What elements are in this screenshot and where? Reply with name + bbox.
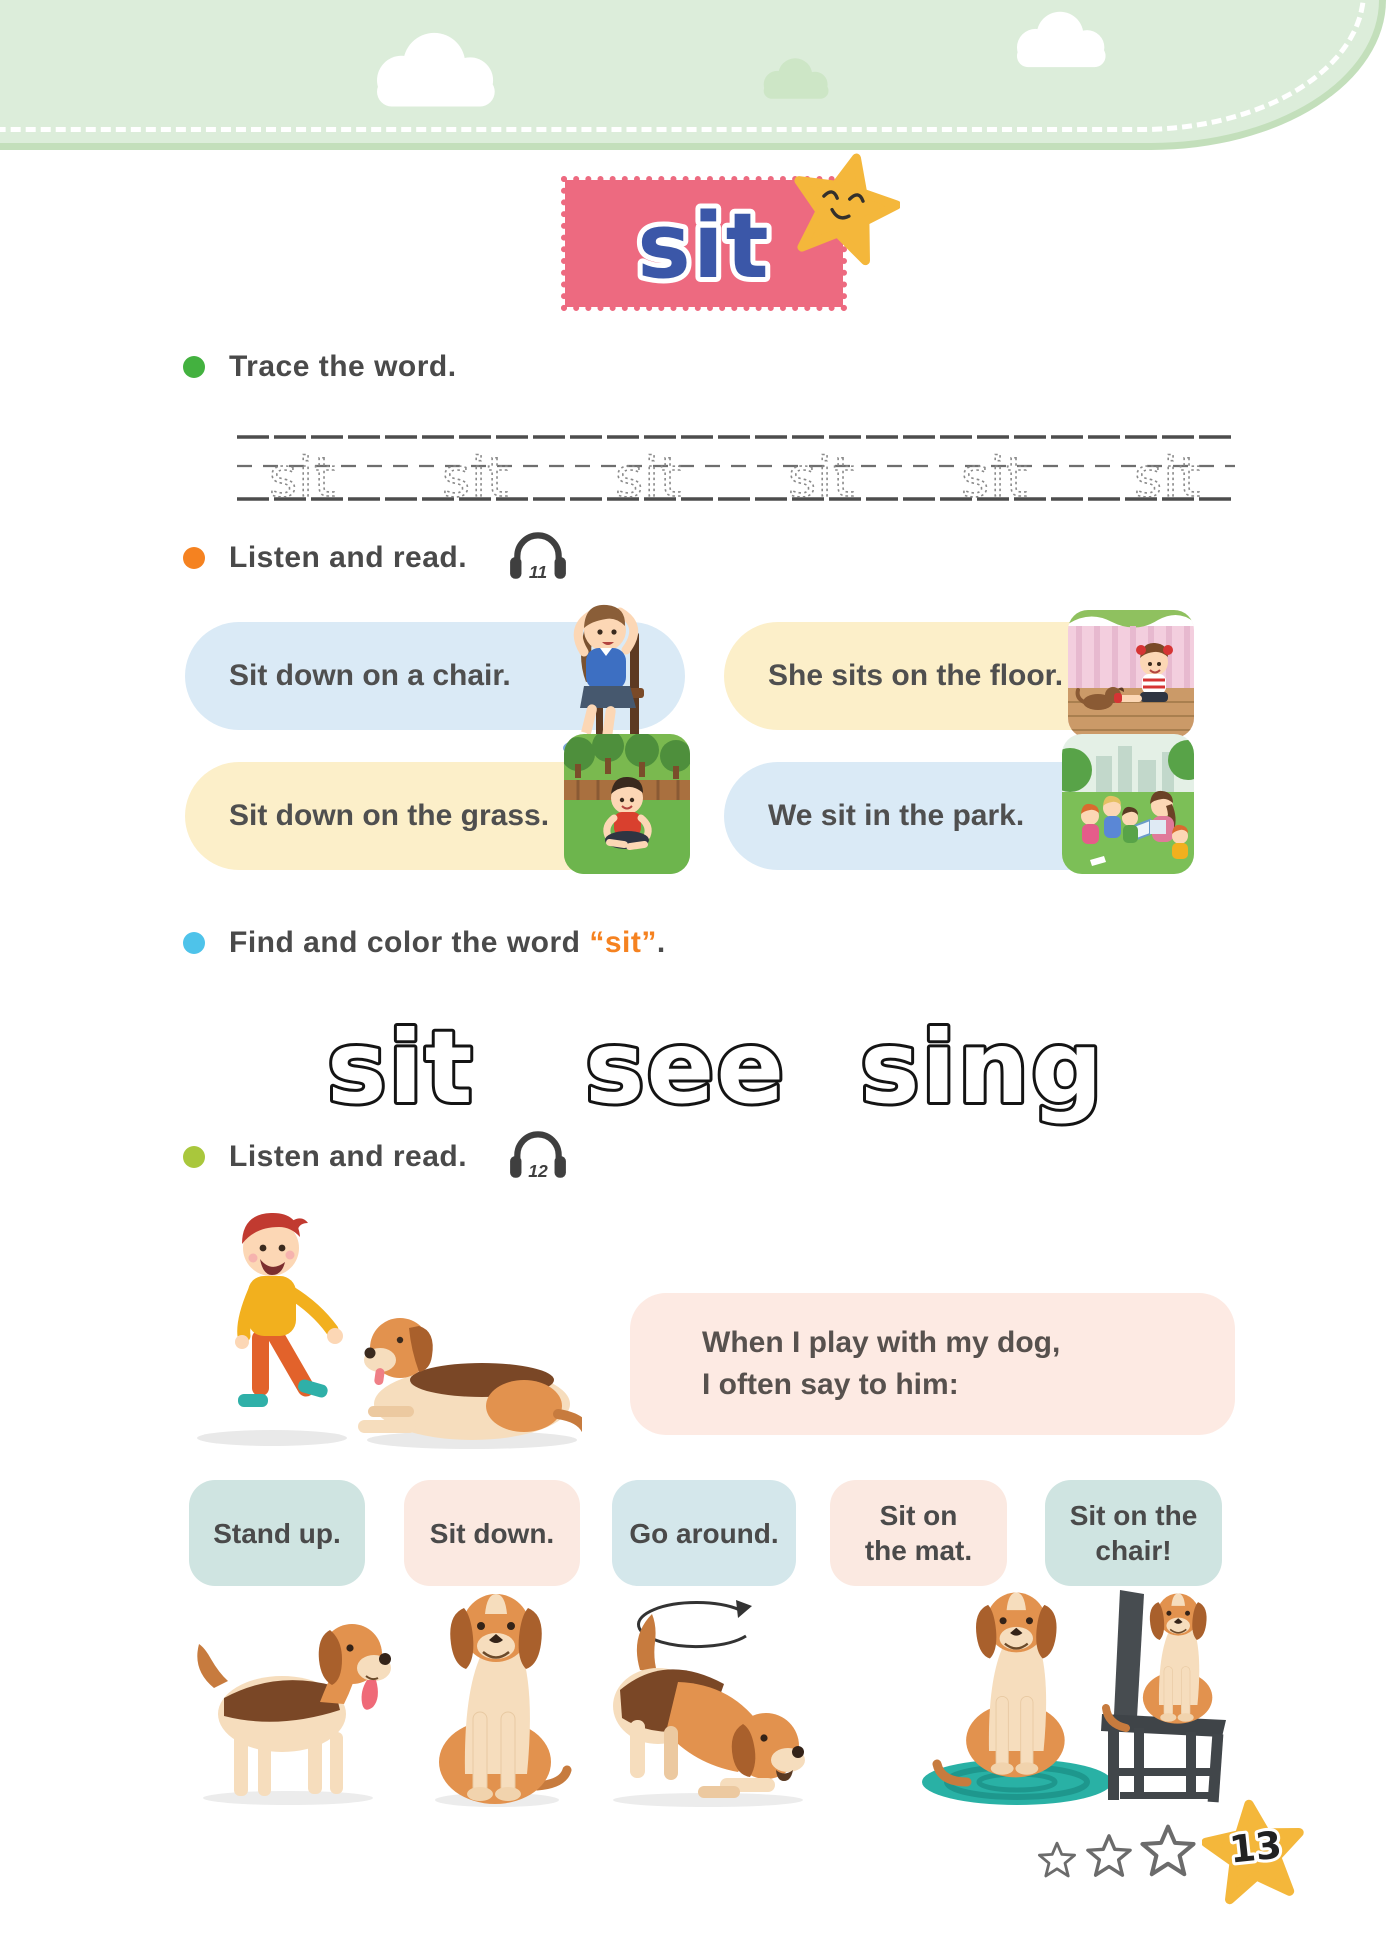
section-heading-trace	[183, 350, 457, 384]
command-text: Stand up.	[213, 1517, 341, 1549]
command-card	[189, 1480, 365, 1586]
star-outline-icon	[1037, 1840, 1077, 1880]
boy-on-grass-illustration	[564, 734, 690, 874]
bullet-icon	[183, 356, 205, 378]
kids-in-park-illustration	[1062, 734, 1194, 874]
outline-word: sing	[860, 1009, 1105, 1126]
section-heading-listen-2	[183, 1140, 569, 1181]
outline-word: sit	[327, 1009, 475, 1126]
progress-stars	[1030, 1795, 1320, 1915]
stitch-dashed-line	[0, 0, 1366, 132]
command-text: Sit on the mat.	[864, 1500, 973, 1566]
trace-word: sit	[1134, 446, 1202, 509]
section-heading-listen-1	[183, 541, 569, 582]
star-mascot-icon	[788, 150, 900, 266]
command-card	[404, 1480, 580, 1586]
trace-word: sit	[442, 446, 510, 509]
section-label: Trace the word.	[229, 350, 457, 383]
dog-standing-illustration	[180, 1592, 400, 1807]
section-label: Find and color the word “sit”.	[229, 926, 666, 959]
sentence-text: Sit down on the grass.	[229, 799, 550, 832]
sentence-text: She sits on the floor.	[768, 659, 1064, 692]
command-card	[830, 1480, 1007, 1586]
speech-line: I often say to him:	[702, 1368, 959, 1401]
handwriting-lines	[237, 429, 1235, 509]
trace-word: sit	[615, 446, 683, 509]
star-outline-icon	[1085, 1832, 1133, 1880]
headphones-icon	[507, 526, 569, 582]
boy-with-dog-illustration	[172, 1196, 582, 1454]
sentence-text: We sit in the park.	[768, 799, 1025, 832]
target-word: “sit”	[589, 926, 657, 959]
outline-words	[285, 986, 1145, 1131]
bullet-icon	[183, 547, 205, 569]
speech-line: When I play with my dog,	[702, 1326, 1061, 1359]
outline-word: see	[585, 1009, 787, 1126]
svg-text:sit: sit	[637, 194, 771, 299]
speech-bubble	[630, 1293, 1235, 1435]
track-number: 12	[528, 1160, 548, 1181]
bullet-icon	[183, 1146, 205, 1168]
dog-sitting-illustration	[415, 1582, 580, 1810]
bullet-icon	[183, 932, 205, 954]
dog-bowing-illustration	[578, 1578, 828, 1810]
section-label: Listen and read.	[229, 1140, 468, 1173]
headphones-icon	[507, 1125, 569, 1181]
track-number: 11	[528, 561, 548, 582]
header-band	[0, 0, 1386, 150]
trace-word: sit	[961, 446, 1029, 509]
star-outline-icon	[1139, 1822, 1197, 1880]
page-number: 13	[1227, 1822, 1284, 1872]
trace-word: sit	[269, 446, 337, 509]
page-number-badge	[1202, 1798, 1306, 1906]
sentence-text: Sit down on a chair.	[229, 659, 511, 692]
dog-on-chair-illustration	[1090, 1568, 1265, 1813]
command-text: Sit down.	[429, 1517, 555, 1549]
section-heading-find	[183, 926, 666, 960]
trace-word: sit	[788, 446, 856, 509]
girl-on-floor-illustration	[1068, 610, 1194, 738]
command-text: Sit on the chair!	[1069, 1500, 1198, 1566]
command-text: Go around.	[629, 1517, 779, 1549]
command-card	[612, 1480, 796, 1586]
section-label: Listen and read.	[229, 541, 468, 574]
